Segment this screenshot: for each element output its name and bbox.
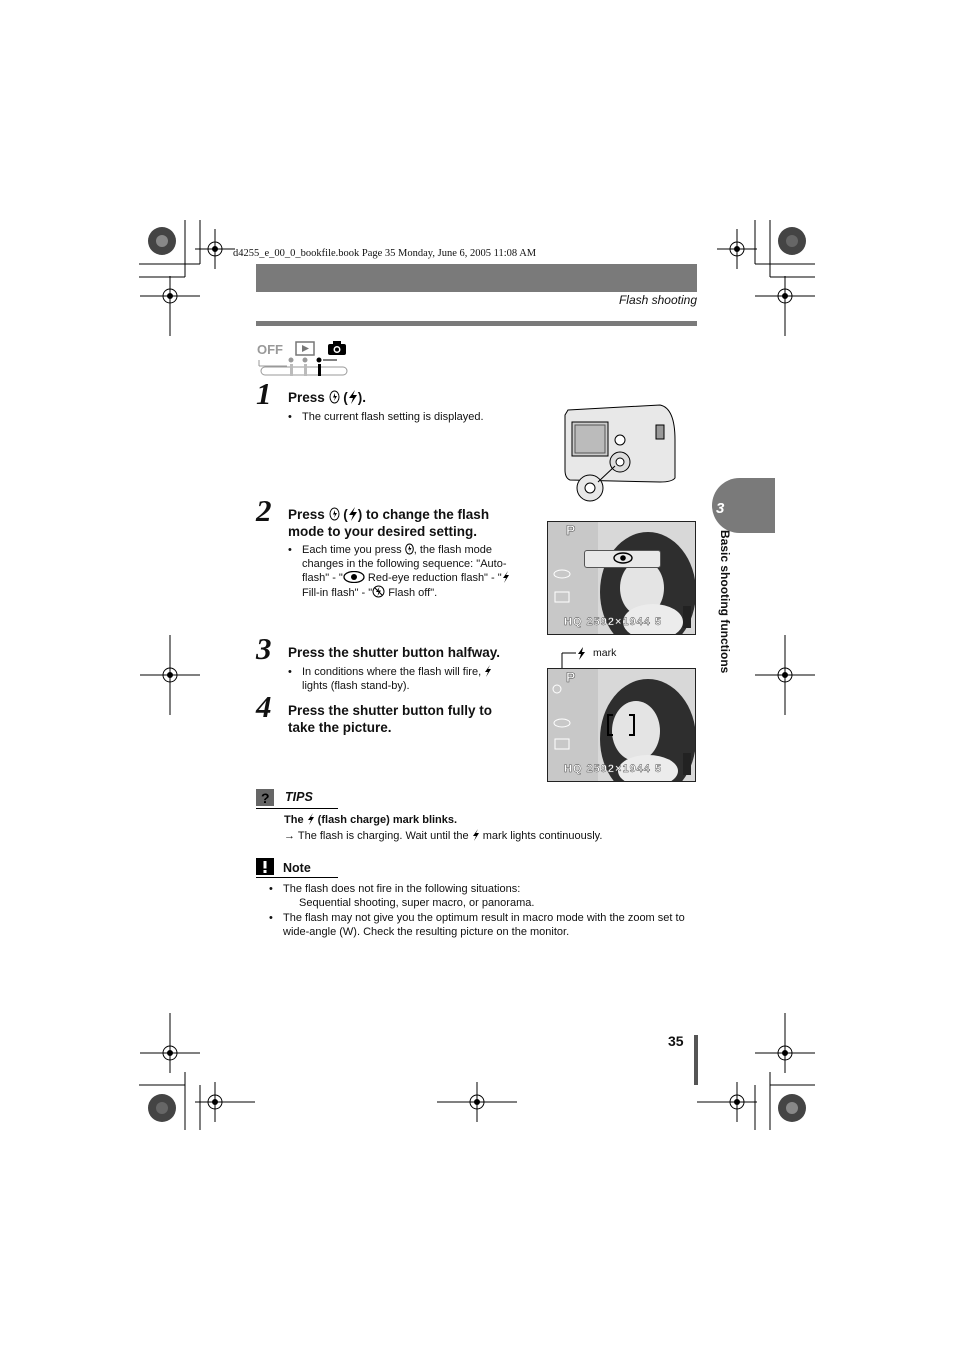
step-2-heading: [288, 506, 528, 540]
lcd-mode-label: P: [566, 522, 576, 538]
running-head: Flash shooting: [618, 293, 697, 307]
step-4-heading: Press the shutter button fully to take the picture.: [288, 703, 493, 735]
tips-heading: TIPS: [285, 790, 313, 804]
page-number-bar: [694, 1035, 698, 1085]
tips-body-pre: → The flash is charging. Wait until the: [284, 830, 472, 842]
step-1-bullet: • The current flash setting is displayed.: [288, 411, 484, 423]
mode-dial: [257, 338, 352, 378]
camera-icon: [327, 340, 347, 356]
lcd-side-icons: [552, 568, 572, 608]
step-3-heading: Press the shutter button halfway.: [288, 645, 501, 660]
chapter-number: 3: [716, 500, 725, 517]
red-eye-icon: [343, 571, 365, 583]
note-rule: [256, 877, 338, 878]
tips-title-post: (flash charge) mark blinks.: [314, 814, 458, 826]
flash-icon: [472, 829, 480, 841]
lcd-side-icons: [552, 683, 572, 755]
step-1-heading-end: ).: [357, 390, 367, 405]
tips-rule: [256, 808, 338, 809]
playback-icon: [295, 341, 315, 356]
note-item-2-text: The flash may not give you the optimum result in macro mode with the zoom set to wide-angle (W). Check the resulting picture on the monitor.: [283, 912, 685, 938]
af-target-mark-icon: [606, 713, 636, 737]
flash-icon: [348, 507, 358, 521]
step-1-heading-text2: (: [339, 390, 348, 405]
flash-button-icon: [329, 507, 340, 521]
red-eye-icon: [612, 552, 634, 564]
flash-icon: [502, 571, 510, 583]
step-2-bullet-d: Fill-in flash" - ": [302, 587, 373, 599]
flash-off-icon: [372, 585, 385, 598]
mode-off-label: OFF: [257, 342, 283, 357]
step-2-heading-text2: (: [339, 507, 348, 522]
battery-indicator: [683, 606, 691, 628]
step-2-heading-end: ) to change the flash mode to your desired setting.: [288, 507, 490, 539]
flash-button-icon: [405, 543, 414, 555]
lcd-info-line: HQ 2592×1944 5: [564, 763, 663, 775]
note-icon: [256, 858, 274, 875]
step-4-number: 4: [256, 689, 272, 724]
flash-icon: [484, 665, 492, 677]
step-3-bullet-b: lights (flash stand-by).: [302, 680, 410, 692]
lcd-info-line: HQ 2592×1944 5: [564, 616, 663, 628]
section-rule: [256, 321, 697, 326]
chapter-title-text: Basic shooting functions: [718, 530, 732, 674]
note-item-1: • The flash does not fire in the following situations: Sequential shooting, super macro, or panorama.: [269, 883, 535, 909]
lcd-screen-1: [547, 521, 696, 635]
step-2-heading-text: Press: [288, 507, 329, 522]
step-3-bullet-a: In conditions where the flash will fire,: [302, 666, 485, 678]
mark-label: mark: [593, 647, 617, 659]
step-1-heading: [288, 389, 366, 406]
lcd-screen-2: [547, 668, 696, 782]
page-number: 35: [668, 1033, 684, 1049]
tips-item-title: [284, 813, 457, 826]
step-2-bullet: • Each time you press , the flash mode changes in the following sequence: "Auto-flash" - " Red-eye reduction flash" - " Fill-in flash" - " Flash off".: [302, 543, 520, 600]
lcd-mode-label: P: [566, 669, 576, 685]
note-item-1-text: The flash does not fire in the following situations:: [283, 883, 521, 895]
step-3-number: 3: [256, 631, 272, 666]
header-bar: [256, 264, 697, 292]
step-2-bullet-a: Each time you press: [302, 544, 405, 556]
flash-icon: [307, 813, 315, 825]
step-3-bullet: • In conditions where the flash will fire, lights (flash stand-by).: [302, 665, 517, 693]
battery-indicator: [683, 753, 691, 775]
step-1-heading-text: Press: [288, 390, 329, 405]
camera-back-illustration: [560, 400, 678, 502]
svg-text:?: ?: [261, 790, 270, 806]
step-2-number: 2: [256, 493, 272, 528]
mode-dial-scale-icon: [257, 356, 352, 378]
step-2-bullet-e: Flash off".: [385, 587, 438, 599]
note-item-1-sub: Sequential shooting, super macro, or panorama.: [299, 897, 535, 909]
tips-body-post: mark lights continuously.: [479, 830, 603, 842]
step-2-bullet-c: Red-eye reduction flash" - ": [364, 572, 502, 584]
flash-icon: [348, 390, 358, 404]
chapter-title: [716, 530, 736, 700]
tips-title-pre: The: [284, 814, 307, 826]
file-info: d4255_e_00_0_bookfile.book Page 35 Monday, June 6, 2005 11:08 AM: [233, 248, 537, 259]
step-1-number: 1: [256, 376, 272, 411]
note-heading: Note: [283, 861, 311, 875]
flash-button-icon: [329, 390, 340, 404]
step-2-bullet-b: , the flash mode changes in the following sequence: "Auto-flash" - ": [302, 544, 507, 584]
note-item-2: • The flash may not give you the optimum result in macro mode with the zoom set to wide-angle (W). Check the resulting picture on the monitor.: [269, 912, 685, 938]
tips-icon: [256, 789, 274, 806]
tips-item-body: [284, 829, 602, 842]
step-1-bullet-text: The current flash setting is displayed.: [302, 411, 484, 423]
